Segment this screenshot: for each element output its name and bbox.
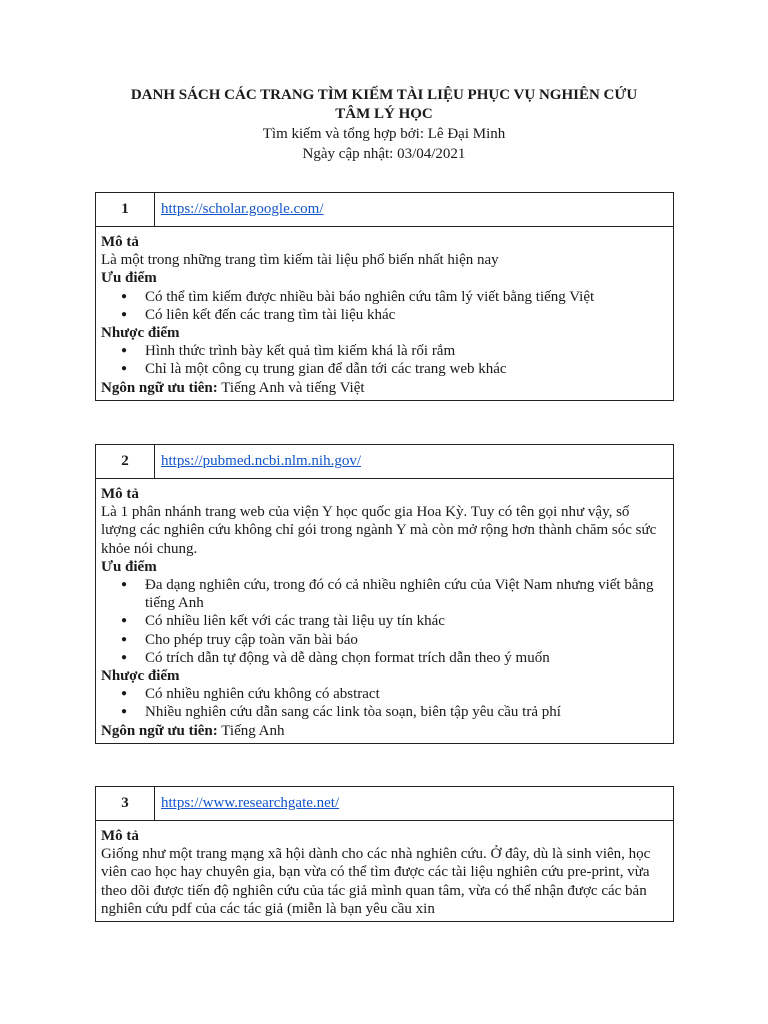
site-number: 2 [96,445,155,478]
site-link[interactable]: https://scholar.google.com/ [161,201,324,218]
pros-list [101,288,665,324]
title-line-2: TÂM LÝ HỌC [335,106,433,122]
description-label: Mô tả [101,486,139,502]
card-body [96,821,673,921]
author-line: Tìm kiếm và tổng hợp bởi: Lê Đại Minh [262,126,506,142]
list-item: ● Hình thức trình bày kết quả tìm kiếm khá là rối rắm [145,342,665,360]
card-header [96,787,673,821]
card-body [96,227,673,400]
language-label: Ngôn ngữ ưu tiên: [101,722,218,739]
description-text: Là một trong những trang tìm kiếm tài liệu phổ biến nhất hiện nay [101,252,499,269]
list-item: ● Có trích dẫn tự động và dễ dàng chọn format trích dẫn theo ý muốn [145,649,665,667]
cons-list [101,342,665,378]
language-row [101,379,665,397]
cons-label: Nhược điểm [101,668,180,685]
site-card-3 [95,786,674,922]
site-number: 3 [96,787,155,820]
description-label: Mô tả [101,234,139,250]
list-item: ● Có nhiều nghiên cứu không có abstract [145,685,665,703]
description-text: Giống như một trang mạng xã hội dành cho các nhà nghiên cứu. Ở đây, dù là sinh viên, học viên cao học hay chuyên gia, bạn vừa có thể tìm được các tài liệu nghiên cứu pre-print, vừa theo dõi được tiến độ nghiên cứu của tác giả mình quan tâm, vừa có thể nhận được các bản nghiên cứu pdf của các tác giả (miễn là bạn yêu cầu xin [101,846,651,917]
title-line-1: DANH SÁCH CÁC TRANG TÌM KIẾM TÀI LIỆU PHỤC VỤ NGHIÊN CỨU [130,87,638,103]
pros-label: Ưu điểm [101,558,157,575]
list-item: ● Có thể tìm kiếm được nhiều bài báo nghiên cứu tâm lý viết bằng tiếng Việt [145,288,665,306]
list-item: ● Chỉ là một công cụ trung gian để dẫn tới các trang web khác [145,360,665,378]
pros-label: Ưu điểm [101,270,157,287]
card-header [96,445,673,479]
list-item: ● Nhiều nghiên cứu dẫn sang các link tòa soạn, biên tập yêu cầu trả phí [145,703,665,721]
list-item: ● Có liên kết đến các trang tìm tài liệu khác [145,306,665,324]
site-card-1 [95,192,674,401]
list-item: ● Có nhiều liên kết với các trang tài liệu uy tín khác [145,612,665,630]
document-header [90,86,678,164]
cons-label: Nhược điểm [101,325,180,342]
pros-list [101,576,665,667]
cons-list [101,685,665,721]
list-item: ● Cho phép truy cập toàn văn bài báo [145,631,665,649]
site-link[interactable]: https://pubmed.ncbi.nlm.nih.gov/ [161,453,361,470]
site-card-2 [95,444,674,744]
description-label: Mô tả [101,828,139,844]
language-row [101,722,665,740]
list-item: ● Đa dạng nghiên cứu, trong đó có cả nhiều nghiên cứu của Việt Nam nhưng viết bằng tiếng Anh [145,576,665,612]
card-header [96,193,673,227]
description-text: Là 1 phân nhánh trang web của viện Y học quốc gia Hoa Kỳ. Tuy có tên gọi như vậy, số lượng các nghiên cứu không chỉ gói trong ngành Y mà còn mở rộng hơn thành chăm sóc sức khỏe nói chung. [101,504,657,557]
site-number: 1 [96,193,155,226]
updated-date: Ngày cập nhật: 03/04/2021 [302,146,466,162]
language-value: Tiếng Anh và tiếng Việt [221,379,365,396]
language-value: Tiếng Anh [221,722,285,739]
site-link[interactable]: https://www.researchgate.net/ [161,795,340,812]
card-body [96,479,673,743]
language-label: Ngôn ngữ ưu tiên: [101,379,218,396]
